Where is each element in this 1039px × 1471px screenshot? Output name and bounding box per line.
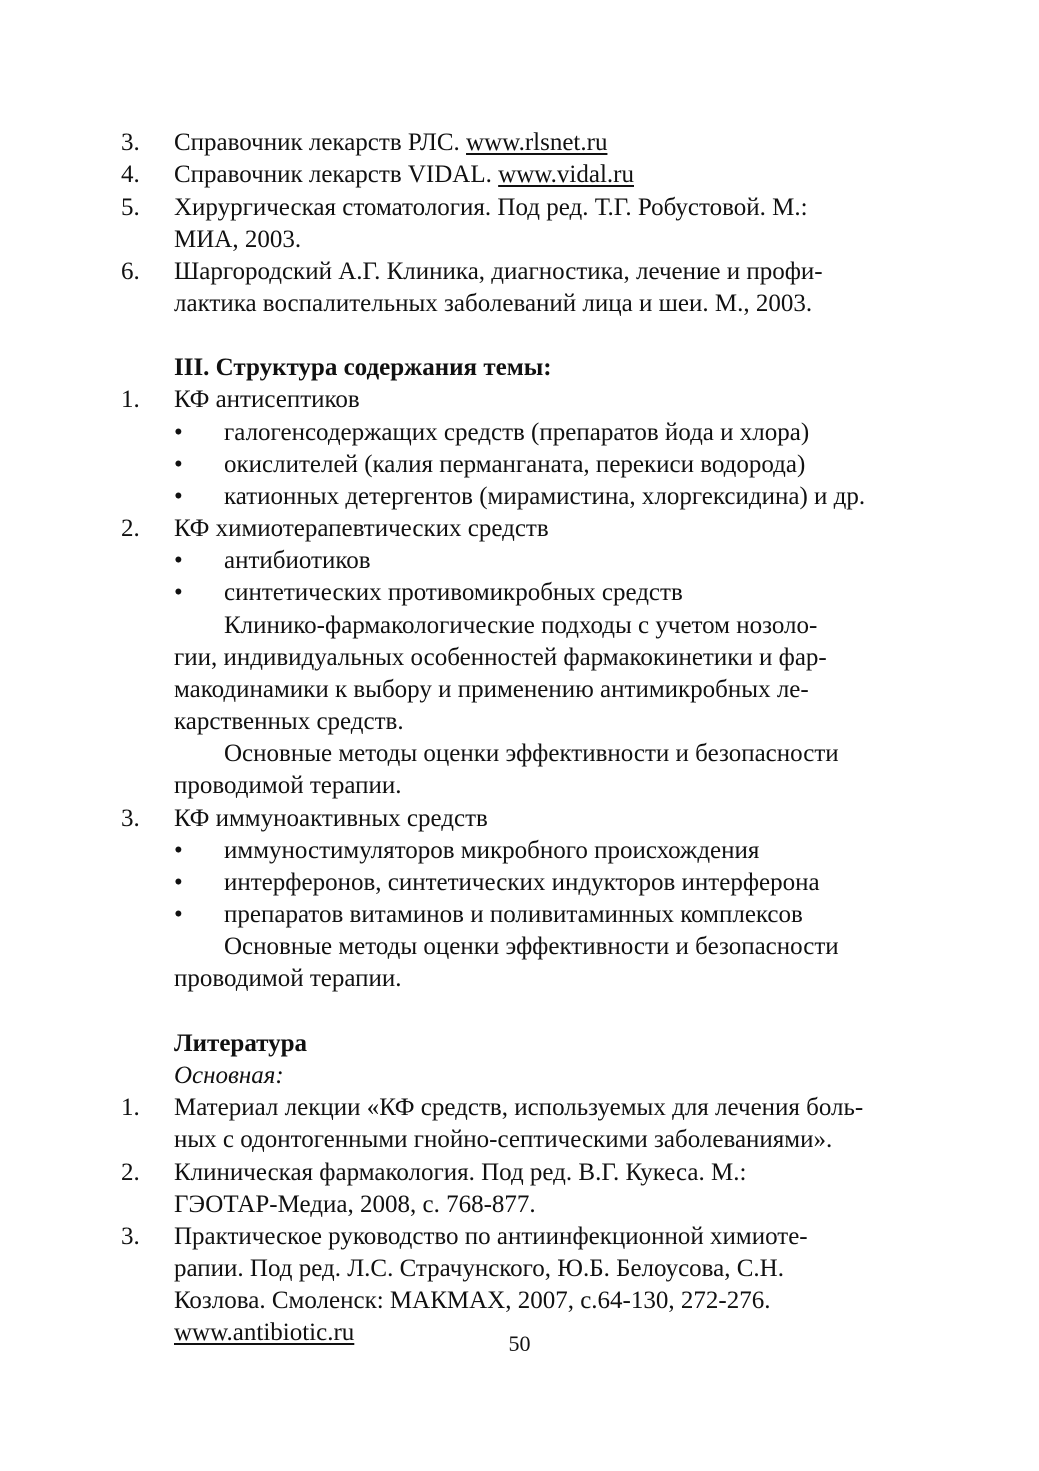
paragraph-line: гии, индивидуальных особенностей фармакокинетики и фар-	[174, 644, 827, 671]
bullet-icon: •	[174, 837, 183, 864]
bullet-text: окислителей (калия перманганата, перекиси водорода)	[224, 451, 806, 478]
ref-text: Справочник лекарств VIDAL.	[174, 161, 499, 188]
ref-text: Шаргородский А.Г. Клиника, диагностика, лечение и профи-	[174, 258, 823, 285]
bullet-icon: •	[174, 483, 183, 510]
ref-number: 3.	[121, 129, 140, 156]
literature-text: рапии. Под ред. Л.С. Страчунского, Ю.Б. Белоусова, С.Н.	[174, 1255, 784, 1282]
literature-number: 1.	[121, 1094, 140, 1121]
ref-item	[174, 127, 607, 159]
paragraph-line: макодинамики к выбору и применению антимикробных ле-	[174, 676, 809, 703]
bullet-icon: •	[174, 901, 183, 928]
structure-item-title: КФ антисептиков	[174, 386, 360, 413]
literature-text: ГЭОТАР-Медиа, 2008, с. 768-877.	[174, 1191, 536, 1218]
paragraph-line: карственных средств.	[174, 708, 404, 735]
structure-item-number: 1.	[121, 386, 140, 413]
bullet-text: галогенсодержащих средств (препаратов йода и хлора)	[224, 419, 810, 446]
section-heading: III. Структура содержания темы:	[174, 354, 552, 381]
structure-item-title: КФ химиотерапевтических средств	[174, 515, 549, 542]
ref-text: Справочник лекарств РЛС.	[174, 129, 467, 156]
ref-text: Хирургическая стоматология. Под ред. Т.Г. Робустовой. М.:	[174, 194, 808, 221]
literature-number: 3.	[121, 1223, 140, 1250]
literature-text: Практическое руководство по антиинфекционной химиоте-	[174, 1223, 808, 1250]
bullet-icon: •	[174, 419, 183, 446]
paragraph-line: Основные методы оценки эффективности и безопасности	[224, 933, 839, 960]
literature-heading: Литература	[174, 1030, 308, 1057]
ref-number: 5.	[121, 194, 140, 221]
ref-link[interactable]: www.vidal.ru	[498, 161, 634, 188]
literature-number: 2.	[121, 1159, 140, 1186]
ref-number: 6.	[121, 258, 140, 285]
bullet-text: препаратов витаминов и поливитаминных комплексов	[224, 901, 803, 928]
bullet-text: синтетических противомикробных средств	[224, 579, 683, 606]
literature-text: Козлова. Смоленск: МАКМАХ, 2007, с.64-130, 272-276.	[174, 1287, 771, 1314]
literature-text: ных с одонтогенными гнойно-септическими заболеваниями».	[174, 1126, 833, 1153]
bullet-icon: •	[174, 451, 183, 478]
paragraph-line	[224, 610, 914, 642]
ref-number: 4.	[121, 161, 140, 188]
structure-item-number: 3.	[121, 805, 140, 832]
ref-text: МИА, 2003.	[174, 226, 302, 253]
literature-link[interactable]: www.antibiotic.ru	[174, 1319, 355, 1346]
bullet-icon: •	[174, 869, 183, 896]
page-number: 50	[508, 1331, 531, 1356]
bullet-text: катионных детергентов (мирамистина, хлоргексидина) и др.	[224, 483, 866, 510]
bullet-icon: •	[174, 547, 183, 574]
literature-text: Материал лекции «КФ средств, используемых для лечения боль-	[174, 1094, 864, 1121]
paragraph-line: проводимой терапии.	[174, 965, 402, 992]
bullet-text: антибиотиков	[224, 547, 371, 574]
literature-subheading: Основная:	[174, 1062, 284, 1089]
literature-text: Клиническая фармакология. Под ред. В.Г. Кукеса. М.:	[174, 1159, 747, 1186]
ref-item	[174, 159, 634, 191]
paragraph-line: Основные методы оценки эффективности и безопасности	[224, 740, 839, 767]
bullet-icon: •	[174, 579, 183, 606]
bullet-text: иммуностимуляторов микробного происхождения	[224, 837, 760, 864]
ref-text: лактика воспалительных заболеваний лица и шеи. М., 2003.	[174, 290, 813, 317]
paragraph-text: Клинико-фармакологические подходы с учетом нозоло-	[224, 612, 818, 639]
bullet-text: интерферонов, синтетических индукторов интерферона	[224, 869, 820, 896]
structure-item-title: КФ иммуноактивных средств	[174, 805, 488, 832]
structure-item-number: 2.	[121, 515, 140, 542]
paragraph-line: проводимой терапии.	[174, 772, 402, 799]
ref-link[interactable]: www.rlsnet.ru	[466, 129, 608, 156]
